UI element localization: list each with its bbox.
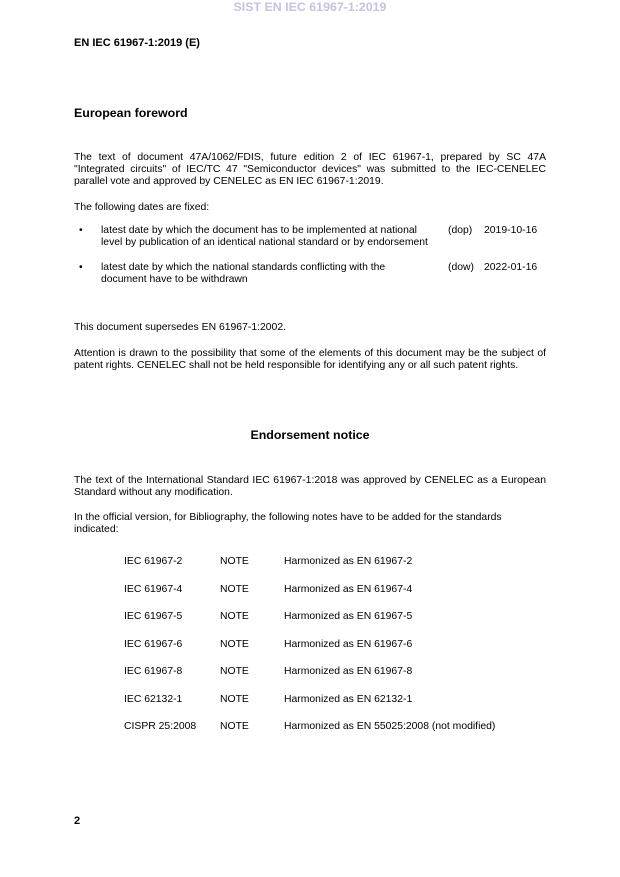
date-item-dow: [0, 262, 620, 286]
page-number: 2: [74, 815, 81, 827]
endorsement-title: Endorsement notice: [250, 428, 370, 442]
date-item-description: [101, 225, 441, 249]
supersedes-statement: This document supersedes EN 61967-1:2002.: [74, 322, 286, 333]
harmonized-cell: Harmonized as EN 61967-8: [284, 666, 413, 677]
note-cell: NOTE: [220, 611, 249, 622]
note-cell: NOTE: [220, 666, 249, 677]
standard-cell: IEC 61967-4: [124, 583, 183, 595]
table-row: [0, 584, 620, 612]
date-item-description: [101, 262, 441, 286]
bullet-icon: •: [79, 262, 83, 273]
date-item-dop: [0, 225, 620, 249]
standard-cell: IEC 61967-5: [124, 611, 183, 622]
dates-intro: The following dates are fixed:: [74, 202, 210, 213]
description-line: level by publication of an identical national standard or by endorsement: [101, 237, 428, 248]
harmonized-cell: Harmonized as EN 61967-4: [284, 583, 413, 595]
paragraph-line: parallel vote and approved by CENELEC as EN IEC 61967-1:2019.: [74, 176, 384, 187]
table-row: [0, 721, 620, 749]
date-value: 2022-01-16: [484, 262, 538, 273]
harmonization-table: [0, 556, 620, 749]
endorsement-paragraph: [74, 475, 546, 499]
note-cell: NOTE: [220, 583, 249, 595]
bullet-icon: •: [79, 225, 83, 236]
standard-cell: IEC 61967-6: [124, 638, 183, 650]
table-row: [0, 611, 620, 639]
watermark: SIST EN IEC 61967-1:2019: [233, 0, 387, 14]
standard-cell: IEC 61967-8: [124, 666, 183, 677]
foreword-paragraph: [74, 152, 546, 188]
harmonized-cell: Harmonized as EN 61967-2: [284, 556, 413, 567]
description-line: latest date by which the national standards conflicting with the: [101, 262, 386, 273]
paragraph-line: In the official version, for Bibliography, the following notes have to be added for the standards: [74, 512, 502, 523]
harmonized-cell: Harmonized as EN 55025:2008 (not modified): [284, 721, 496, 732]
running-header: EN IEC 61967-1:2019 (E): [74, 37, 200, 49]
table-row: [0, 639, 620, 667]
harmonized-cell: Harmonized as EN 61967-5: [284, 611, 413, 622]
standard-cell: CISPR 25:2008: [124, 721, 197, 732]
harmonized-cell: Harmonized as EN 61967-6: [284, 638, 413, 650]
description-line: latest date by which the document has to be implemented at national: [101, 225, 417, 236]
note-cell: NOTE: [220, 638, 249, 650]
paragraph-line: The text of document 47A/1062/FDIS, future edition 2 of IEC 61967-1, prepared by SC 47A: [74, 152, 546, 163]
paragraph-line: Attention is drawn to the possibility that some of the elements of this document may be the subject of: [74, 348, 546, 359]
date-code: (dow): [448, 262, 474, 273]
paragraph-line: indicated:: [74, 524, 119, 535]
date-value: 2019-10-16: [484, 225, 538, 236]
table-row: [0, 556, 620, 584]
table-row: [0, 694, 620, 722]
patent-attention-paragraph: [74, 348, 546, 372]
table-row: [0, 666, 620, 694]
standard-cell: IEC 61967-2: [124, 556, 183, 567]
description-line: document have to be withdrawn: [101, 274, 248, 285]
paragraph-line: The text of the International Standard IEC 61967-1:2018 was approved by CENELEC as a European: [74, 475, 546, 486]
note-cell: NOTE: [220, 721, 249, 732]
harmonized-cell: Harmonized as EN 62132-1: [284, 693, 413, 705]
foreword-title: European foreword: [74, 106, 188, 120]
bibliography-notes-paragraph: [74, 512, 546, 536]
note-cell: NOTE: [220, 556, 249, 567]
paragraph-line: "Integrated circuits" of IEC/TC 47 "Semiconductor devices" was submitted to the IEC-CENELEC: [74, 164, 546, 175]
paragraph-line: Standard without any modification.: [74, 487, 233, 498]
note-cell: NOTE: [220, 693, 249, 705]
date-code: (dop): [448, 225, 473, 236]
paragraph-line: patent rights. CENELEC shall not be held responsible for identifying any or all such patent rights.: [74, 360, 519, 371]
standard-cell: IEC 62132-1: [124, 693, 183, 705]
